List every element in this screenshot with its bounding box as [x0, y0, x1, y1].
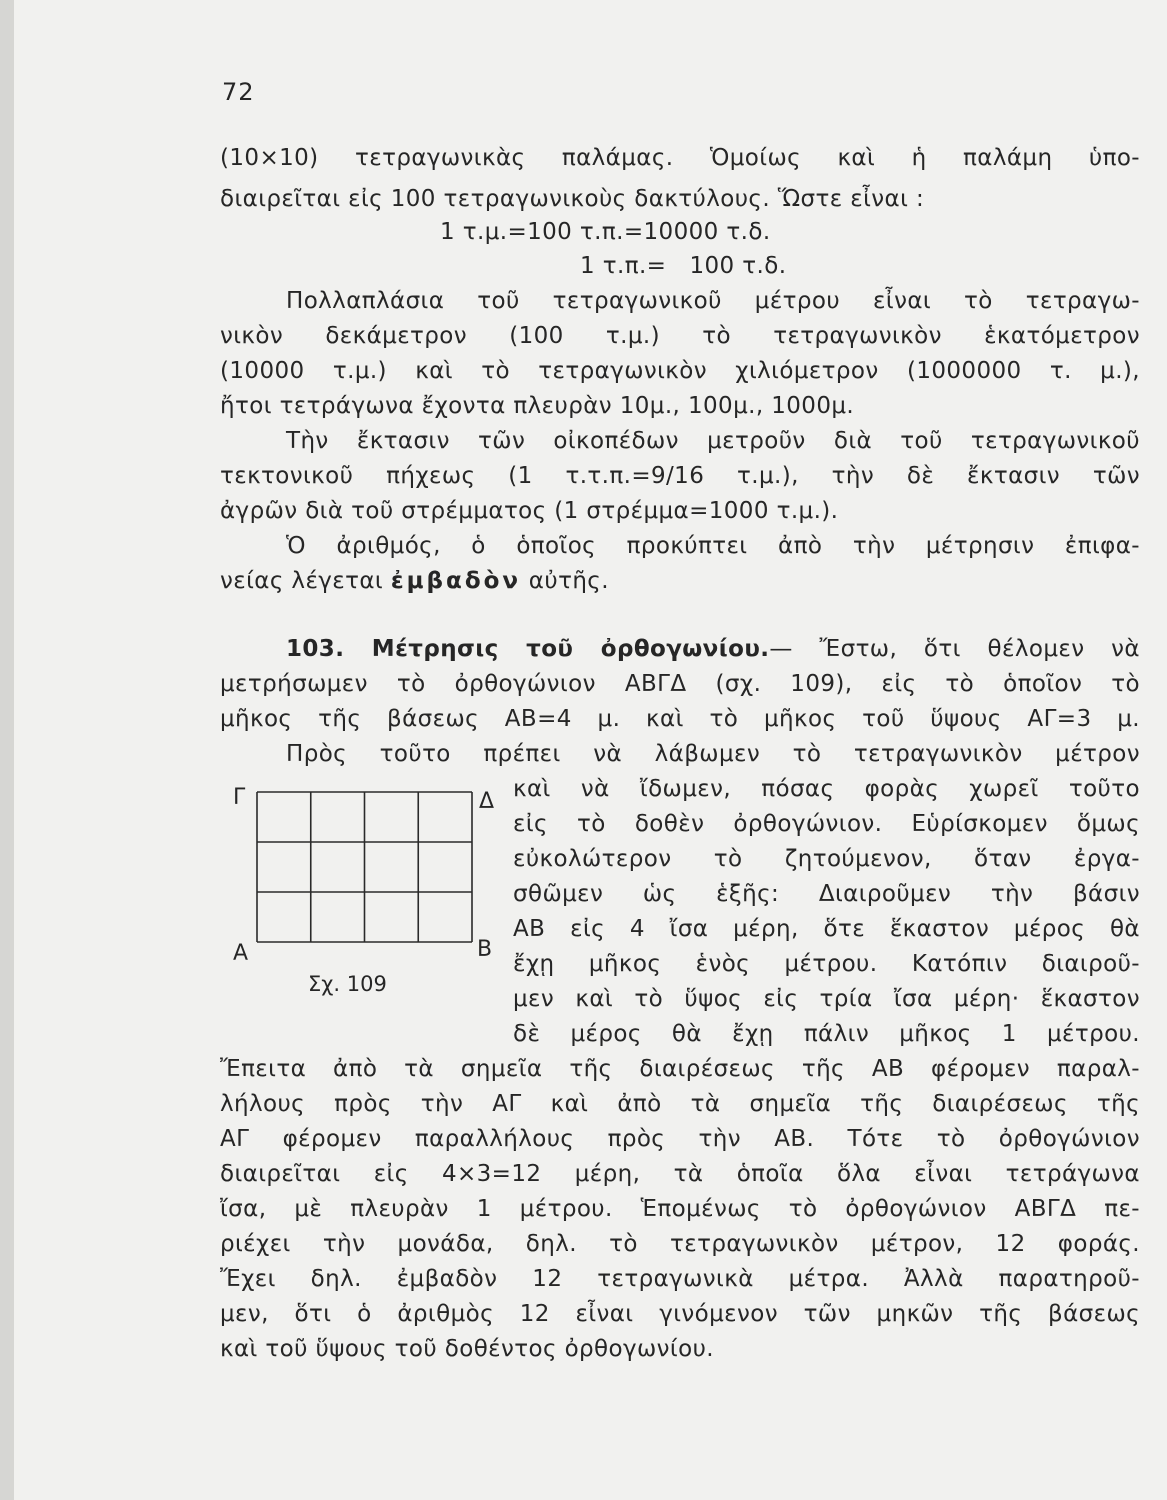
text-line: Ἔχει δηλ. ἐμβαδὸν 12 τετραγωνικὰ μέτρα. Ἀλλὰ παρατηροῦ- — [220, 1266, 1140, 1292]
text-line: εἰς τὸ δοθὲν ὀρθογώνιον. Εὑρίσκομεν ὅμως — [513, 811, 1140, 837]
text-line: Ἔπειτα ἀπὸ τὰ σημεῖα τῆς διαιρέσεως τῆς ΑΒ φέρομεν παραλ- — [220, 1056, 1140, 1082]
text-line: σθῶμεν ὡς ἑξῆς: Διαιροῦμεν τὴν βάσιν — [513, 881, 1140, 907]
section-heading: 103. Μέτρησις τοῦ ὀρθογωνίου. — [286, 636, 770, 662]
text-line: ἴσα, μὲ πλευρὰν 1 μέτρου. Ἑπομένως τὸ ὀρθογώνιον ΑΒΓΔ πε- — [220, 1196, 1140, 1222]
vertex-label-b: Β — [477, 937, 493, 962]
figure-caption: Σχ. 109 — [308, 972, 387, 996]
text-line: ριέχει τὴν μονάδα, δηλ. τὸ τετραγωνικὸν μέτρον, 12 φοράς. — [220, 1231, 1140, 1257]
text-line: (10×10) τετραγωνικὰς παλάμας. Ὁμοίως καὶ ἡ παλάμη ὑπο- — [220, 145, 1140, 171]
text-line: Πολλαπλάσια τοῦ τετραγωνικοῦ μέτρου εἶναι τὸ τετραγω- — [286, 288, 1140, 314]
text-line: ἔχῃ μῆκος ἑνὸς μέτρου. Κατόπιν διαιροῦ- — [513, 951, 1140, 977]
text-fragment: νείας λέγεται — [220, 568, 391, 594]
text-line: εὐκολώτερον τὸ ζητούμενον, ὅταν ἐργα- — [513, 846, 1140, 872]
text-line: καὶ νὰ ἴδωμεν, πόσας φορὰς χωρεῖ τοῦτο — [513, 776, 1140, 802]
text-line: διαιρεῖται εἰς 100 τετραγωνικοὺς δακτύλους. Ὥστε εἶναι : — [220, 186, 925, 212]
page-number: 72 — [222, 78, 255, 106]
section-heading-line — [286, 633, 1140, 665]
vertex-label-g: Γ — [233, 785, 246, 810]
text-line: μετρήσωμεν τὸ ὀρθογώνιον ΑΒΓΔ (σχ. 109), εἰς τὸ ὁποῖον τὸ — [220, 671, 1140, 697]
text-line: μεν, ὅτι ὁ ἀριθμὸς 12 εἶναι γινόμενον τῶν μηκῶν τῆς βάσεως — [220, 1301, 1140, 1327]
vertex-label-a: Α — [233, 941, 249, 966]
text-line: λήλους πρὸς τὴν ΑΓ καὶ ἀπὸ τὰ σημεῖα τῆς διαιρέσεως τῆς — [220, 1091, 1140, 1117]
text-line: Πρὸς τοῦτο πρέπει νὰ λάβωμεν τὸ τετραγωνικὸν μέτρον — [286, 741, 1140, 767]
equation-line: 1 τ.π.= 100 τ.δ. — [580, 253, 787, 279]
text-line: Ὁ ἀριθμός, ὁ ὁποῖος προκύπτει ἀπὸ τὴν μέτρησιν ἐπιφα- — [286, 533, 1140, 559]
text-line: (10000 τ.μ.) καὶ τὸ τετραγωνικὸν χιλιόμετρον (1000000 τ. μ.), — [220, 358, 1140, 384]
text-line: δὲ μέρος θὰ ἔχῃ πάλιν μῆκος 1 μέτρου. — [513, 1021, 1140, 1047]
text-line: τεκτονικοῦ πήχεως (1 τ.τ.π.=9/16 τ.μ.), τὴν δὲ ἔκτασιν τῶν — [220, 463, 1140, 489]
text-line: διαιρεῖται εἰς 4×3=12 μέρη, τὰ ὁποῖα ὅλα εἶναι τετράγωνα — [220, 1161, 1140, 1187]
text-line: ΑΒ εἰς 4 ἴσα μέρη, ὅτε ἕκαστον μέρος θὰ — [513, 916, 1140, 942]
equation-line: 1 τ.μ.=100 τ.π.=10000 τ.δ. — [440, 219, 771, 245]
text-line: ΑΓ φέρομεν παραλλήλους πρὸς τὴν ΑΒ. Τότε τὸ ὀρθογώνιον — [220, 1126, 1140, 1152]
text-fragment: — Ἔστω, ὅτι θέλομεν νὰ — [769, 636, 1140, 662]
text-line: μῆκος τῆς βάσεως ΑΒ=4 μ. καὶ τὸ μῆκος τοῦ ὕψους ΑΓ=3 μ. — [220, 706, 1140, 732]
text-line: ἀγρῶν διὰ τοῦ στρέμματος (1 στρέμμα=1000 τ.μ.). — [220, 498, 839, 524]
vertex-label-d: Δ — [479, 789, 495, 814]
term-emphasis: ἐμβαδὸν — [390, 568, 522, 594]
text-line: καὶ τοῦ ὕψους τοῦ δοθέντος ὀρθογωνίου. — [220, 1336, 714, 1362]
text-line: μεν καὶ τὸ ὕψος εἰς τρία ἴσα μέρη· ἕκαστον — [513, 986, 1140, 1012]
text-line: ἤτοι τετράγωνα ἔχοντα πλευρὰν 10μ., 100μ., 1000μ. — [220, 393, 855, 419]
rectangle-grid-figure — [225, 772, 515, 1002]
text-line: νικὸν δεκάμετρον (100 τ.μ.) τὸ τετραγωνικὸν ἑκατόμετρον — [220, 323, 1140, 349]
text-line — [220, 565, 1140, 597]
grid-lines — [257, 792, 472, 942]
text-fragment: αὐτῆς. — [521, 568, 609, 594]
text-line: Τὴν ἔκτασιν τῶν οἰκοπέδων μετροῦν διὰ τοῦ τετραγωνικοῦ — [286, 428, 1140, 454]
